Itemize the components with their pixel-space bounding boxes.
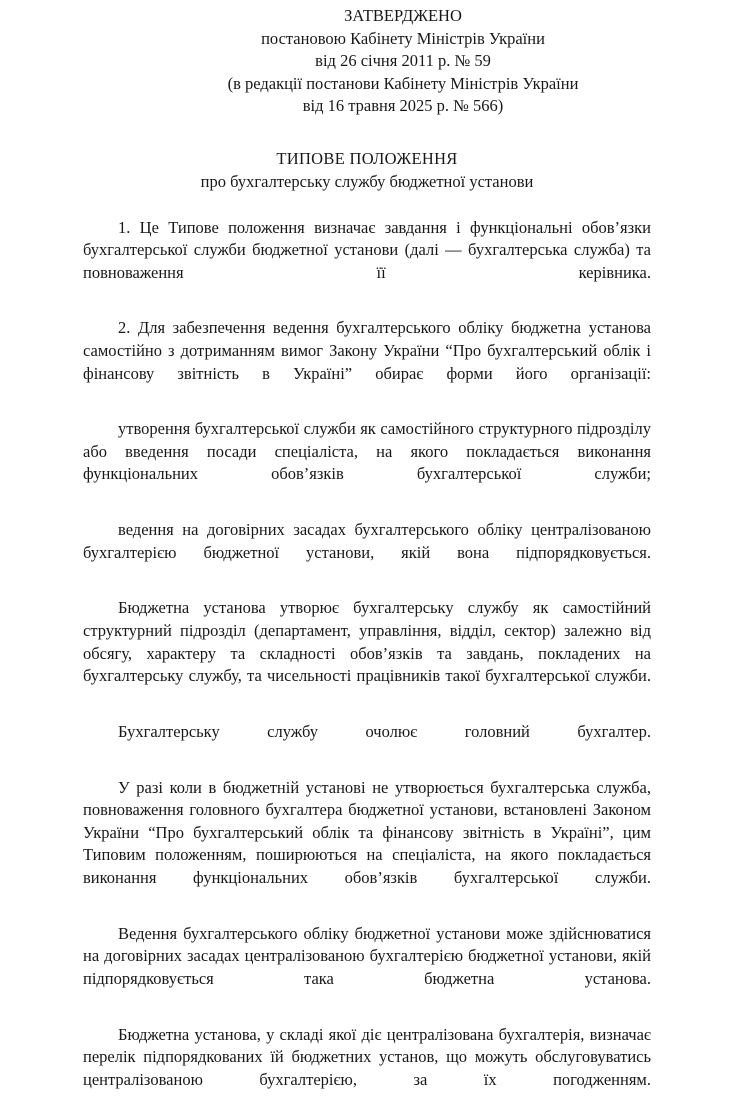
paragraph-3: Бюджетна установа утворює бухгалтерську службу як самостійний структурний підрозділ (департамент, управління, відділ, сектор) залежно від обсягу, характеру та складності обов’язків та завдань, покладених на бухгалтерську службу, та чисельності працівників такої бухгалтерської служби.: [83, 598, 651, 686]
title-main-heading: ТИПОВЕ ПОЛОЖЕННЯ: [276, 148, 458, 168]
approval-line-amendment-date: від 16 травня 2025 р. № 566): [302, 96, 504, 115]
approval-line-amendment-body: (в редакції постанови Кабінету Міністрів України: [227, 73, 579, 93]
approval-block: [155, 5, 651, 118]
paragraph-7: Бюджетна установа, у складі якої діє централізована бухгалтерія, визначає перелік підпорядкованих їй бюджетних установ, що можуть обслуговуватись централізованою бухгалтерією, за їх погодженням.: [83, 1024, 651, 1089]
approval-line-approved: ЗАТВЕРДЖЕНО: [344, 6, 462, 25]
paragraph-5: У разі коли в бюджетній установі не утворюється бухгалтерська служба, повноваження головного бухгалтера бюджетної установи, встановлені Законом України “Про бухгалтерський облік та фінансову звітність в Україні”, цим Типовим положенням, поширюються на спеціаліста, на якого покладається виконання функціональних обов’язків бухгалтерської служби.: [83, 777, 651, 887]
document-content: [83, 0, 651, 1114]
paragraph-4: Бухгалтерську службу очолює головний бухгалтер.: [118, 721, 651, 741]
paragraph-1: 1. Це Типове положення визначає завдання і функціональні обов’язки бухгалтерської служби бюджетної установи (далі — бухгалтерська служба) та повноваження її керівника.: [83, 217, 651, 282]
approval-line-resolution-body: постановою Кабінету Міністрів України: [261, 28, 545, 48]
approval-line-resolution-date: від 26 січня 2011 р. № 59: [315, 51, 491, 70]
page-title: [83, 147, 651, 193]
paragraph-6: Ведення бухгалтерського обліку бюджетної установи може здійснюватися на договірних засадах централізованою бухгалтерією бюджетної установи, якій підпорядковується така бюджетна установа.: [83, 923, 651, 988]
body-text: [83, 217, 651, 1114]
paragraph-2-item-1: утворення бухгалтерської служби як самостійного структурного підрозділу або введення посади спеціаліста, на якого покладається виконання функціональних обов’язків бухгалтерської служби;: [83, 419, 651, 484]
paragraph-2: 2. Для забезпечення ведення бухгалтерського обліку бюджетна установа самостійно з дотриманням вимог Закону України “Про бухгалтерський облік і фінансову звітність в Україні” обирає форми його організації:: [83, 318, 651, 383]
title-subtitle: про бухгалтерську службу бюджетної установи: [200, 171, 534, 191]
paragraph-2-item-2: ведення на договірних засадах бухгалтерського обліку централізованою бухгалтерією бюджетної установи, якій вона підпорядковується.: [83, 520, 651, 562]
